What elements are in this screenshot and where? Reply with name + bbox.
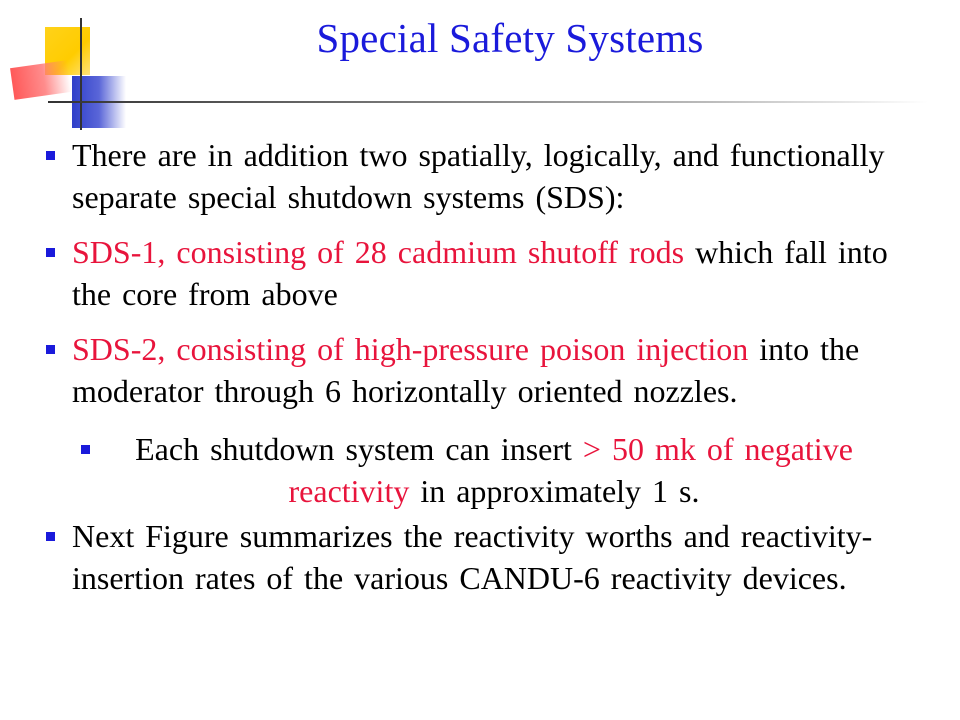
bullet-square-icon bbox=[46, 345, 55, 354]
sub-bullet-text: Each shutdown system can insert bbox=[135, 431, 583, 467]
bullet-text: which fall into the core from above bbox=[72, 234, 888, 312]
bullet-text: There are in addition two spatially, logically, and functionally separate special shutdown systems (SDS): bbox=[72, 137, 885, 215]
bullet-item bbox=[72, 134, 922, 218]
sub-bullet-highlight-text: > 50 mk of negative bbox=[582, 431, 853, 467]
bullet-square-icon bbox=[46, 151, 55, 160]
bullet-item bbox=[72, 231, 922, 315]
title-divider bbox=[48, 101, 928, 103]
bullet-item bbox=[72, 328, 922, 412]
bullet-square-icon bbox=[81, 445, 90, 454]
bullet-square-icon bbox=[46, 248, 55, 257]
sub-bullet-text: in approximately 1 s. bbox=[409, 473, 700, 509]
sub-bullet-line-1 bbox=[84, 428, 904, 470]
logo-vertical-line bbox=[80, 18, 82, 130]
bullet-square-icon bbox=[46, 532, 55, 541]
sub-bullet-highlight-text: reactivity bbox=[288, 473, 410, 509]
bullet-highlight-text: SDS-1, consisting of 28 cadmium shutoff rods bbox=[72, 234, 685, 270]
slide-logo bbox=[0, 0, 140, 140]
bullet-item bbox=[72, 515, 922, 599]
bullet-text: into the moderator through 6 horizontally oriented nozzles. bbox=[72, 331, 860, 409]
sub-bullet-item bbox=[84, 428, 904, 512]
bullet-highlight-text: SDS-2, consisting of high-pressure poison injection bbox=[72, 331, 749, 367]
sub-bullet-line-2 bbox=[84, 470, 904, 512]
slide-title: Special Safety Systems bbox=[316, 15, 704, 61]
bullet-text: Next Figure summarizes the reactivity worths and reactivity-insertion rates of the various CANDU-6 reactivity devices. bbox=[72, 518, 873, 596]
logo-red-bar bbox=[10, 60, 72, 100]
